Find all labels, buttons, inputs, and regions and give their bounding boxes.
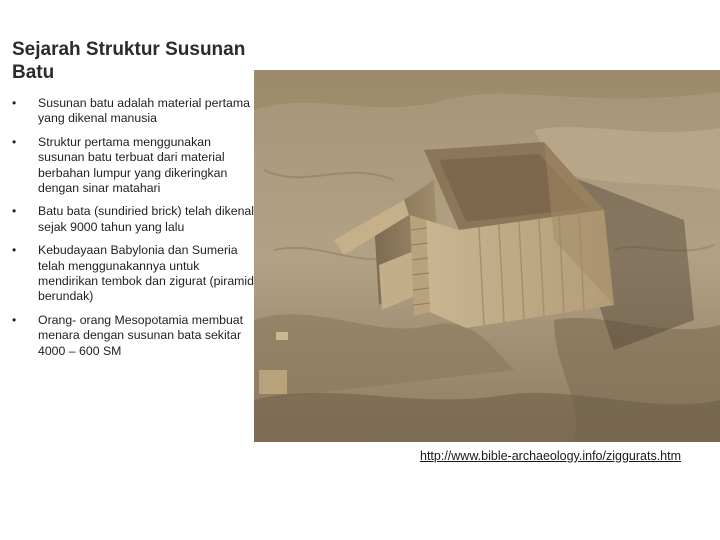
bullet-text: Susunan batu adalah material pertama yang dikenal manusia [38,96,250,126]
bullet-text: Struktur pertama menggunakan susunan batu terbuat dari material berbahan lumpur yang dikeringkan dengan sinar matahari [38,134,228,196]
bullet-item [12,135,260,197]
bullet-item [12,313,260,359]
bullet-marker: • [12,134,17,149]
small-ruin [259,370,287,394]
bullet-marker: • [12,312,17,327]
source-url-link[interactable]: http://www.bible-archaeology.info/ziggurats.htm [420,449,682,463]
bullet-text: Kebudayaan Babylonia dan Sumeria telah menggunakannya untuk mendirikan tembok dan zigurat (piramid berundak) [38,243,254,304]
slide-title: Sejarah Struktur Susunan Batu [12,39,246,83]
bullet-item [12,243,260,305]
bullet-marker: • [12,96,17,110]
bullet-text: Orang- orang Mesopotamia membuat menara dengan susunan bata sekitar 4000 – 600 SM [38,312,244,358]
bullet-item [12,96,260,127]
bullet-marker: • [12,243,17,258]
bullet-text: Batu bata (sundiried brick) telah dikenal sejak 9000 tahun yang lalu [38,204,255,234]
ziggurat-aerial-photo [254,70,720,442]
bullet-item [12,204,260,235]
small-ruin [276,332,288,340]
ziggurat-illustration [254,70,720,442]
bullet-marker: • [12,204,17,219]
bullet-list [12,96,260,367]
